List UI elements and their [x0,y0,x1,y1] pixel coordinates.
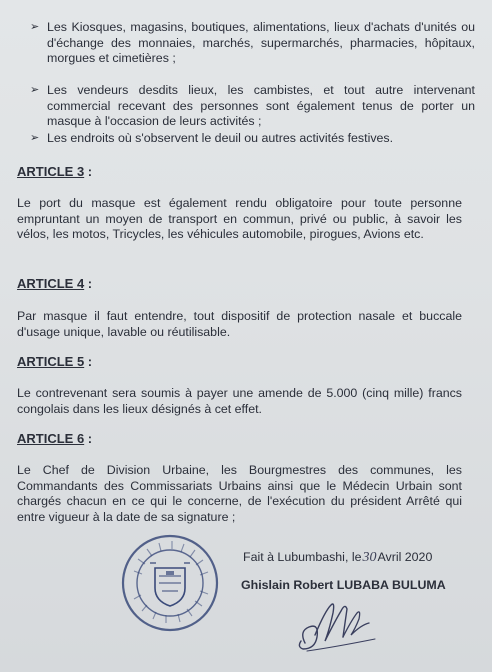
arrow-bullet-icon: ➢ [30,84,40,96]
bullet-text: Les endroits où s'observent le deuil ou autres activités festives. [47,131,394,145]
article-3-heading [17,164,92,180]
signer-name: Ghislain Robert LUBABA BULUMA [241,578,446,592]
date-prefix: Fait à Lubumbashi, le [243,550,362,564]
article-6-text: Le Chef de Division Urbaine, les Bourgmestres des communes, les Commandants des Commissariats Urbains ainsi que le Médecin Urbain sont chargés chacun en ce qui le concerne, de l'exécution du président Arrêté qui entre vigueur à la date de sa signature ; [17,463,462,524]
arrow-bullet-icon: ➢ [30,21,40,33]
bullet-text: Les vendeurs desdits lieux, les cambistes, et tout autre intervenant commercial recevant des personnes sont également tenus de porter un masque à l'occasion de leurs activités ; [47,83,475,128]
article-colon: : [84,276,93,291]
article-5-heading [17,354,92,370]
bullet-item [30,83,475,130]
signature-date [243,550,432,566]
arrow-bullet-icon: ➢ [30,132,40,144]
article-label: ARTICLE 5 [17,354,85,369]
article-label: ARTICLE 3 [17,164,85,179]
bullet-item [30,131,475,147]
article-colon: : [84,354,93,369]
date-suffix: Avril 2020 [377,550,433,564]
article-4-heading [17,276,92,292]
article-5-text: Le contrevenant sera soumis à payer une amende de 5.000 (cinq mille) francs congolais dans les lieux désignés à cet effet. [17,386,462,416]
article-colon: : [84,164,93,179]
bullet-text: Les Kiosques, magasins, boutiques, alimentations, lieux d'achats d'unités ou d'échange des monnaies, marchés, supermarchés, pharmacies, hôpitaux, morgues et cimetières ; [47,20,475,65]
article-6-heading [17,431,92,447]
signature-block [120,533,480,663]
article-label: ARTICLE 4 [17,276,85,291]
date-day: 30 [362,550,377,565]
article-3-text: Le port du masque est également rendu obligatoire pour toute personne empruntant un moyen de transport en commun, privé ou public, à savoir les vélos, les motos, Tricycles, les véhicules automobile, pirogues, Avions etc. [17,196,462,241]
handwritten-signature-icon [295,591,385,657]
bullet-item [30,20,475,67]
article-4-text: Par masque il faut entendre, tout dispositif de protection nasale et buccale d'usage unique, lavable ou réutilisable. [17,309,462,339]
article-label: ARTICLE 6 [17,431,85,446]
official-seal-icon [120,533,220,633]
article-colon: : [84,431,93,446]
